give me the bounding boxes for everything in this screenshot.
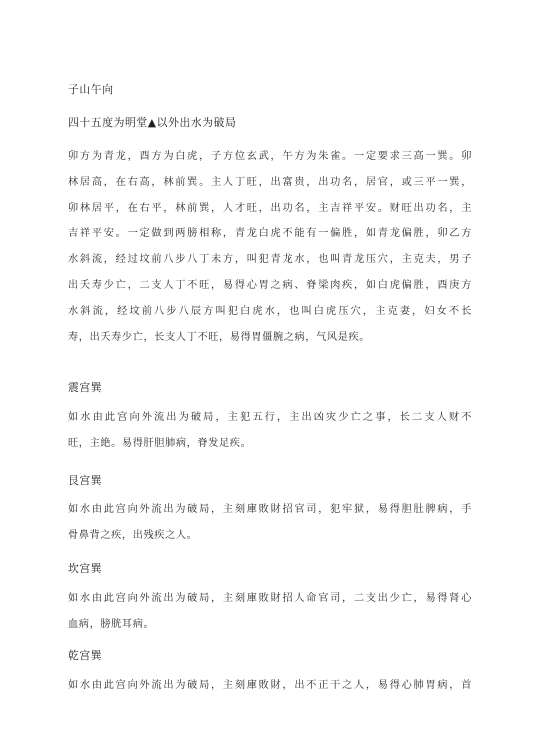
paragraph-line: 如水由此宫向外流出为破局，主刻庫敗財招官司，犯牢狱，易得胆肚脾病，手	[68, 504, 472, 515]
paragraph-line: 卯林居平，在右平，林前巽，人才旺，出功名，主吉祥平安。财旺出功名，主	[68, 202, 472, 214]
paragraph-line: 卯方为青龙，酉方为白虎，子方位玄武，午方为朱雀。一定要求三高一巽。卯	[68, 151, 472, 162]
paragraph-line: 水斜流，经坟前八步八辰方叫犯白虎水，也叫白虎压穴，主克妻，妇女不长	[68, 305, 472, 317]
paragraph-line: 寿，出夭寿少亡，长支人丁不旺，易得胃僵腕之病，气风是疾。	[68, 331, 371, 343]
section-heading-text: 坎宫巽	[68, 562, 103, 575]
paragraph-line: 水斜流，经过坟前八步八丁未方，叫犯青龙水，也叫青龙压穴，主克夫，男子	[68, 254, 472, 266]
subtitle-text: 四十五度为明堂▲以外出水为破局	[68, 116, 237, 129]
document-subtitle	[68, 110, 472, 136]
paragraph-line: 如水由此宫向外流出为破局，主刻庫敗財招人命官司，二支出少亡，易得肾心	[68, 593, 472, 604]
paragraph-line: 血病，膀胱耳病。	[68, 618, 155, 630]
paragraph-line: 骨鼻背之疾，出残疾之人。	[68, 529, 198, 541]
paragraph-line: 如水由此宫向外流出为破局，主刻庫敗財，出不正干之人，易得心肺胃病，首	[68, 680, 472, 691]
section-heading	[68, 556, 472, 582]
paragraph-line: 如水由此宫向外流出为破局，主犯五行，主出凶灾少亡之事，长二支人财不	[68, 412, 472, 423]
section-heading-text: 震宫巽	[68, 381, 103, 394]
section-paragraph	[68, 673, 472, 699]
title-text: 子山午向	[68, 83, 114, 96]
section-paragraph	[68, 497, 472, 549]
paragraph-line: 林居高，在右高，林前巽。主人丁旺，出富贵，出功名，居官，或三平一巽，	[68, 176, 472, 188]
section-paragraph	[68, 405, 472, 457]
document-title	[68, 77, 472, 103]
section-heading-text: 乾宫巽	[68, 649, 103, 662]
section-paragraph	[68, 586, 472, 638]
paragraph-line: 吉祥平安。一定做到两膀相称，青龙白虎不能有一偏胜，如青龙偏胜，卯乙方	[68, 228, 472, 240]
paragraph-line: 出夭寿少亡，二支人丁不旺，易得心胃之病、脊梁肉疾，如白虎偏胜，酉庚方	[68, 279, 472, 291]
section-heading	[68, 643, 472, 669]
main-paragraph	[68, 144, 472, 350]
paragraph-line: 旺，主絶。易得肝胆肺病，脊发足疾。	[68, 437, 252, 449]
section-heading	[68, 468, 472, 494]
section-heading	[68, 375, 472, 401]
section-heading-text: 艮宫巽	[68, 474, 103, 487]
